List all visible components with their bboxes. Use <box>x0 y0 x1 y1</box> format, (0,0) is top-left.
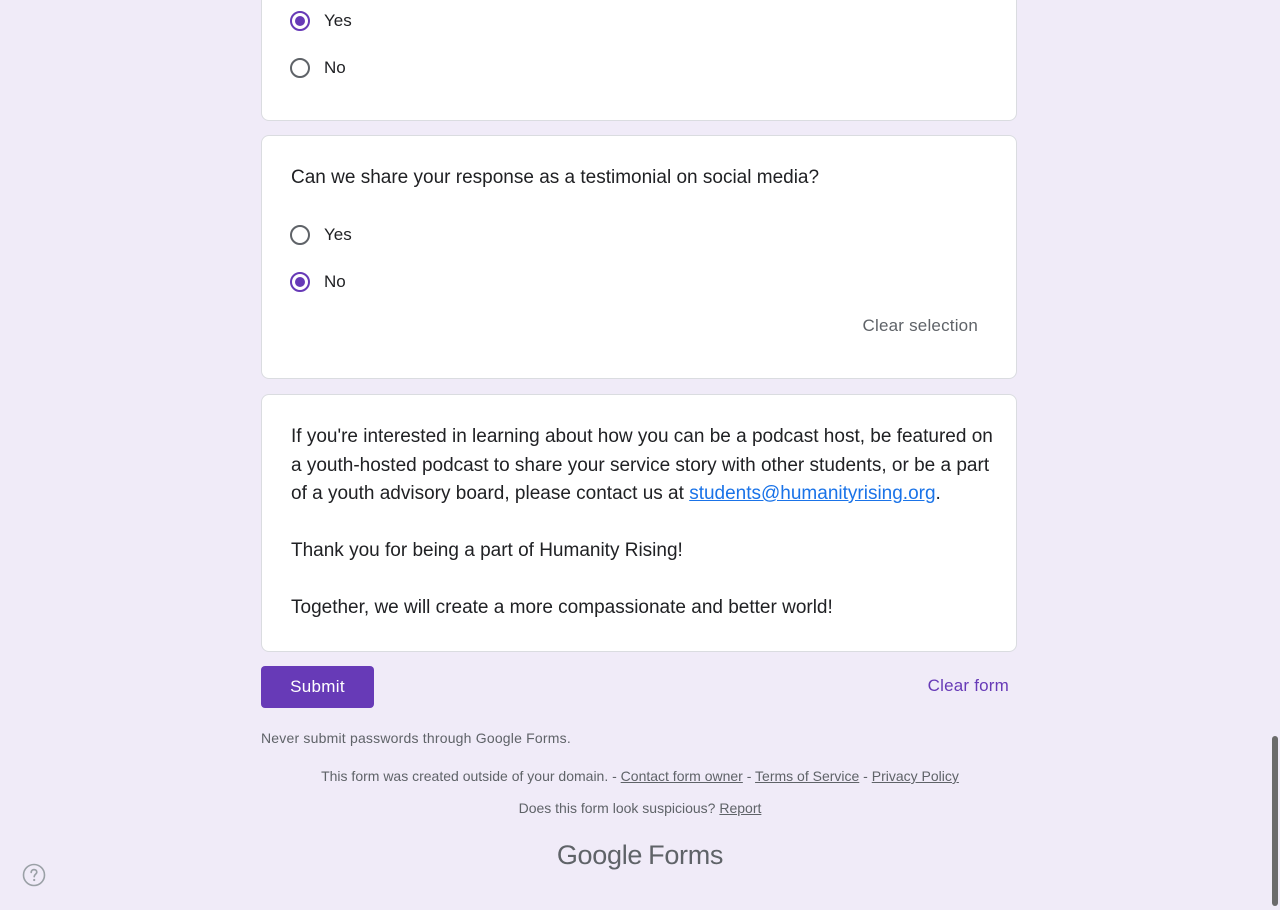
description-paragraph-end: . <box>935 483 941 504</box>
terms-of-service-link[interactable]: Terms of Service <box>755 768 860 784</box>
google-forms-logo[interactable] <box>0 840 1280 871</box>
question-title: Can we share your response as a testimonial on social media? <box>291 167 820 188</box>
created-outside-text: This form was created outside of your domain. - <box>321 768 621 784</box>
report-link[interactable]: Report <box>719 800 762 816</box>
description-paragraph <box>291 423 996 509</box>
closing-text: Together, we will create a more compassionate and better world! <box>291 597 833 618</box>
password-warning: Never submit passwords through Google Forms. <box>261 730 571 746</box>
footer-separator: - <box>859 768 872 784</box>
radio-option-yes[interactable] <box>290 7 352 35</box>
radio-option-label: Yes <box>324 225 352 244</box>
clear-selection-button[interactable]: Clear selection <box>862 316 978 335</box>
suspicious-text: Does this form look suspicious? <box>518 800 720 816</box>
logo-forms-text: Forms <box>648 840 724 870</box>
question-card-share-testimonial <box>261 135 1017 379</box>
thank-you-text: Thank you for being a part of Humanity Rising! <box>291 540 683 561</box>
radio-button[interactable] <box>290 272 310 292</box>
page-scrollbar[interactable] <box>1272 736 1278 906</box>
radio-option-yes[interactable] <box>290 221 352 249</box>
radio-option-no[interactable] <box>290 268 346 296</box>
description-card <box>261 394 1017 652</box>
footer-separator: - <box>742 768 756 784</box>
help-circle-icon[interactable] <box>22 863 46 887</box>
radio-button[interactable] <box>290 58 310 78</box>
footer-domain-notice <box>0 768 1280 784</box>
radio-option-label: No <box>324 272 346 291</box>
radio-button[interactable] <box>290 11 310 31</box>
footer-report-line <box>0 800 1280 816</box>
logo-google-text: Google <box>556 840 643 870</box>
description-text <box>291 423 996 623</box>
privacy-policy-link[interactable]: Privacy Policy <box>871 768 959 784</box>
radio-option-no[interactable] <box>290 54 346 82</box>
submit-button[interactable]: Submit <box>261 666 374 708</box>
clear-form-button[interactable]: Clear form <box>927 676 1009 695</box>
contact-form-owner-link[interactable]: Contact form owner <box>620 768 743 784</box>
radio-option-label: Yes <box>324 11 352 30</box>
question-card-previous <box>261 0 1017 121</box>
radio-button[interactable] <box>290 225 310 245</box>
radio-option-label: No <box>324 58 346 77</box>
description-paragraph-text: If you're interested in learning about how you can be a podcast host, be featured on a youth-hosted podcast to share your service story with other students, or be a part of a youth advisory board, please contact us at <box>291 426 993 504</box>
email-link[interactable]: students@humanityrising.org <box>689 483 936 504</box>
